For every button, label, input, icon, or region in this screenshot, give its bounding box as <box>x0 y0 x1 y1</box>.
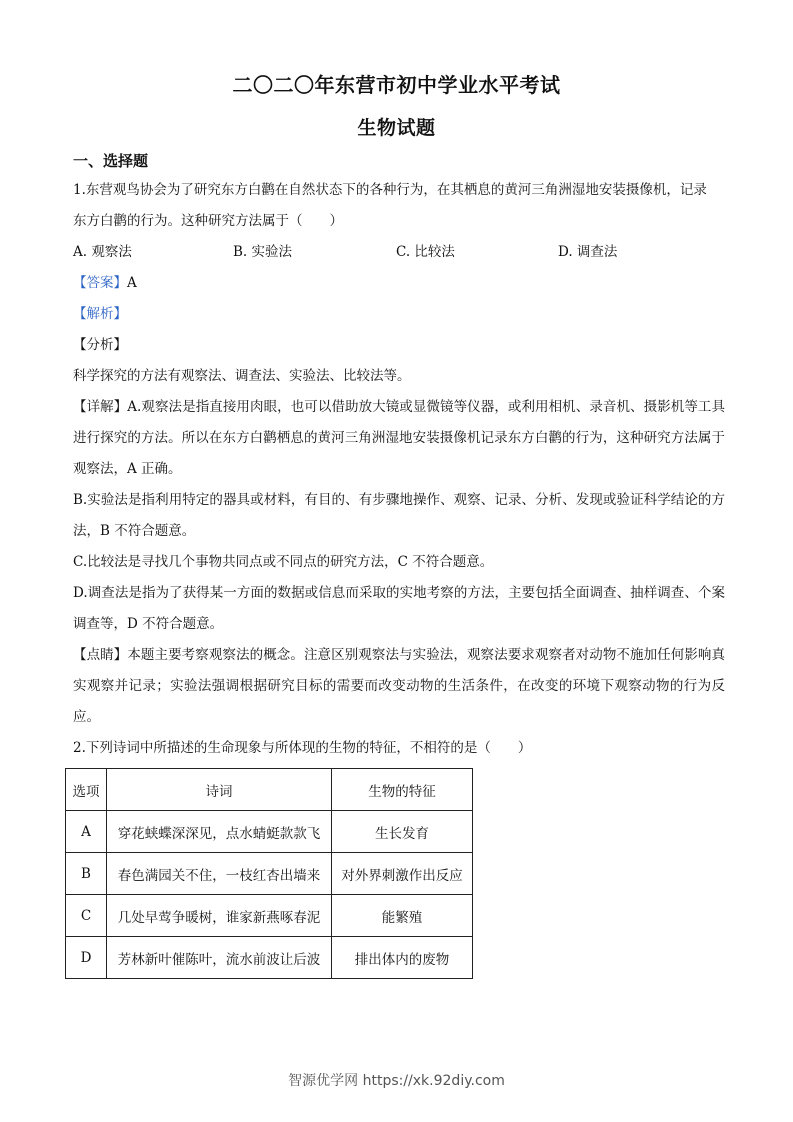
q1-stem <box>73 175 725 237</box>
answer-tag: 【答案】 <box>73 275 127 291</box>
header-cell: 选项 <box>66 769 107 811</box>
table-cell: 对外界刺激作出反应 <box>332 853 473 895</box>
table-cell: 春色满园关不住，一枝红杏出墙来 <box>107 853 332 895</box>
q2-stem: 2.下列诗词中所描述的生命现象与所体现的生物的特征，不相符的是（ ） <box>73 740 532 756</box>
q1-answer <box>73 268 725 299</box>
table-cell: C <box>66 895 107 937</box>
table-cell: 穿花蛱蝶深深见，点水蜻蜓款款飞 <box>107 811 332 853</box>
table-cell: A <box>66 811 107 853</box>
detail-b: B.实验法是指利用特定的器具或材料，有目的、有步骤地操作、观察、记录、分析、发现或验证科学结论的方法，B 不符合题意。 <box>73 492 725 539</box>
header-cell: 诗词 <box>107 769 332 811</box>
table-row <box>66 811 473 853</box>
table-row <box>66 895 473 937</box>
table-cell: 能繁殖 <box>332 895 473 937</box>
fenxi-text: 科学探究的方法有观察法、调查法、实验法、比较法等。 <box>73 368 411 384</box>
page-subtitle: 生物试题 <box>357 117 436 139</box>
header-cell: 生物的特征 <box>332 769 473 811</box>
table-header-row <box>66 769 473 811</box>
detail-d: D.调查法是指为了获得某一方面的数据或信息而采取的实地考察的方法，主要包括全面调查、抽样调查、个案调查等，D 不符合题意。 <box>73 585 725 632</box>
detail-c: C.比较法是寻找几个事物共同点或不同点的研究方法，C 不符合题意。 <box>73 554 494 570</box>
footer-watermark: 智源优学网 https://xk.92diy.com <box>288 1073 505 1089</box>
q1-option-b: B. 实验法 <box>233 244 293 260</box>
fenxi-tag: 【分析】 <box>73 337 127 353</box>
table-cell: 生长发育 <box>332 811 473 853</box>
q1-stem-line2: 东方白鹳的行为。这种研究方法属于（ ） <box>73 213 343 229</box>
table-cell: 几处早莺争暖树，谁家新燕啄春泥 <box>107 895 332 937</box>
dianjing-text: 本题主要考察观察法的概念。注意区别观察法与实验法，观察法要求观察者对动物不施加任何影响真实观察并记录；实验法强调根据研究目标的需要而改变动物的生活条件，在改变的环境下观察动物的行为反应。 <box>73 647 726 725</box>
answer-value: A <box>127 275 137 291</box>
table-cell: 芳林新叶催陈叶，流水前波让后波 <box>107 937 332 979</box>
dianjing-tag: 【点睛】 <box>73 647 128 663</box>
table-row <box>66 853 473 895</box>
dianjing <box>73 640 725 733</box>
q1-option-c: C. 比较法 <box>396 244 455 260</box>
detail-a-text: A.观察法是指直接用肉眼，也可以借助放大镜或显微镜等仪器，或利用相机、录音机、摄影机等工具进行探究的方法。所以在东方白鹳栖息的黄河三角洲湿地安装摄像机记录东方白鹳的行为，这种研究方法属于观察法，A 正确。 <box>73 399 725 477</box>
analysis-tag: 【解析】 <box>73 306 127 322</box>
table-cell: D <box>66 937 107 979</box>
detail-a <box>73 392 725 485</box>
detail-tag: 【详解】 <box>73 399 128 415</box>
q1-options <box>73 237 733 268</box>
table-cell: 排出体内的废物 <box>332 937 473 979</box>
q2-table <box>65 768 473 979</box>
q1-option-d: D. 调查法 <box>558 244 618 260</box>
table-cell: B <box>66 853 107 895</box>
page-title: 二〇二〇年东营市初中学业水平考试 <box>232 73 561 97</box>
q1-option-a: A. 观察法 <box>73 244 132 260</box>
table-row <box>66 937 473 979</box>
q1-stem-line1: 1.东营观鸟协会为了研究东方白鹳在自然状态下的各种行为，在其栖息的黄河三角洲湿地安装摄像机，记录 <box>73 182 707 198</box>
section-heading: 一、选择题 <box>73 152 149 170</box>
